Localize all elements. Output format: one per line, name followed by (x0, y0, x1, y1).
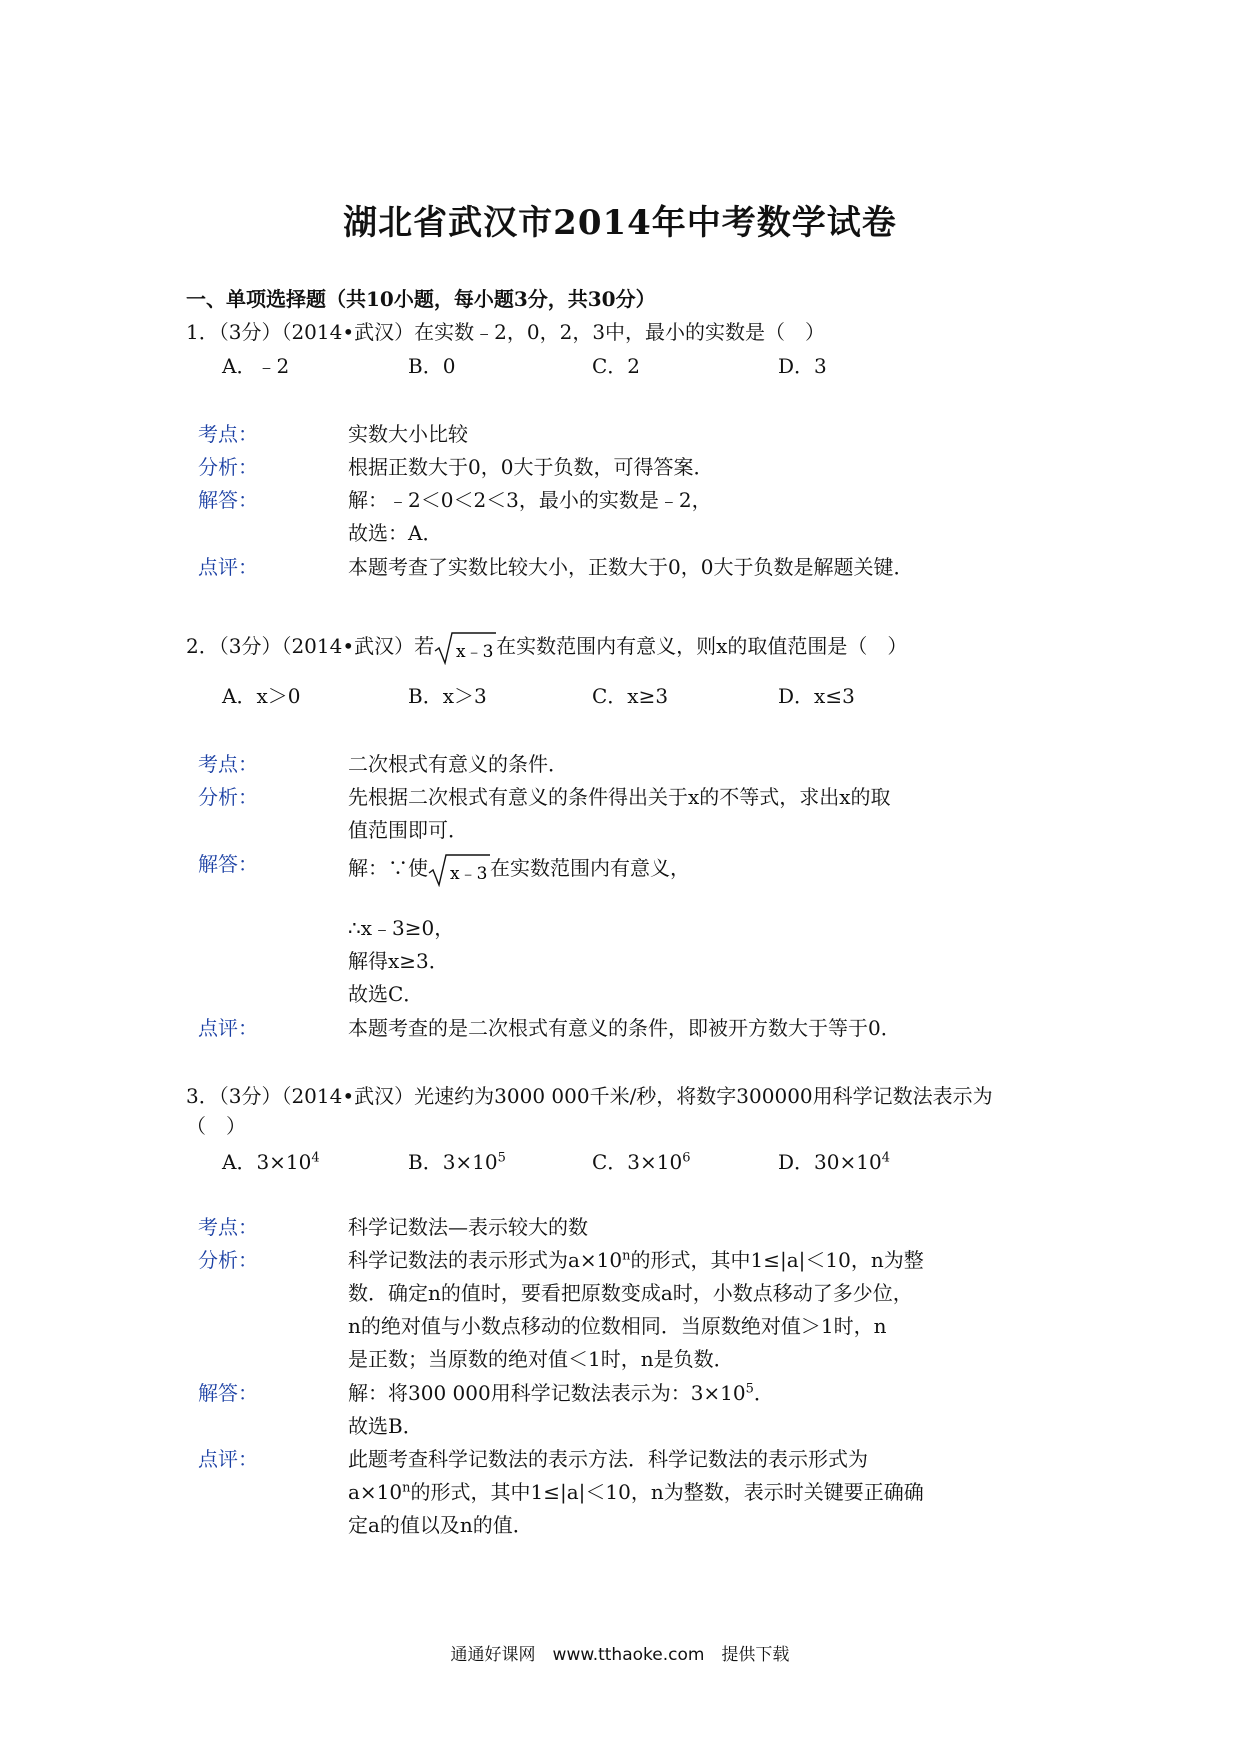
q2-jieda-line-3: 解得x≥3． (348, 949, 449, 973)
q3-fenxi-line-1-pre: 科学记数法的表示形式为a×10 (348, 1248, 623, 1272)
q3-option-d (778, 1146, 890, 1175)
q2-fenxi-line-2: 值范围即可． (348, 818, 468, 842)
q2-jieda-label: 解答： (198, 852, 258, 876)
q3-fenxi-line-1 (348, 1244, 924, 1273)
q3-kaodian: 科学记数法—表示较大的数 (348, 1215, 588, 1239)
q2-fenxi-line-1: 先根据二次根式有意义的条件得出关于x的不等式，求出x的取 (348, 785, 891, 809)
q3-dianping-line-2-post: 的形式，其中1≤|a|＜10，n为整数，表示时关键要正确确 (410, 1480, 924, 1504)
q3-fenxi-line-2: 数．确定n的值时，要看把原数变成a时，小数点移动了多少位， (348, 1281, 913, 1305)
q3-fenxi-line-3: n的绝对值与小数点移动的位数相同．当原数绝对值＞1时，n (348, 1314, 887, 1338)
q3-kaodian-label: 考点： (198, 1215, 258, 1239)
q3-dianping-line-2-exp: n (402, 1480, 411, 1496)
q3-dianping-line-2 (348, 1476, 924, 1505)
q3-jieda-line-1-pre: 解：将300 000用科学记数法表示为：3×10 (348, 1381, 746, 1405)
q3-fenxi-label: 分析： (198, 1248, 258, 1272)
q2-jieda-sqrt-expression (428, 853, 490, 887)
q3-jieda-line-1 (348, 1377, 774, 1406)
q1-kaodian: 实数大小比较 (348, 422, 468, 446)
q1-jieda-label: 解答： (198, 488, 258, 512)
q1-option-c: C．2 (592, 354, 641, 378)
q2-fenxi-label: 分析： (198, 785, 258, 809)
q1-fenxi-label: 分析： (198, 455, 258, 479)
q3-dianping-line-1: 此题考查科学记数法的表示方法．科学记数法的表示形式为 (348, 1447, 868, 1471)
q2-radicand: x﹣3 (456, 641, 494, 662)
q2-option-b: B．x＞3 (408, 684, 487, 708)
q2-kaodian: 二次根式有意义的条件． (348, 752, 568, 776)
q1-stem: 1．（3分）（2014•武汉）在实数﹣2，0，2，3中，最小的实数是（ ） (186, 320, 826, 344)
q2-dianping: 本题考查的是二次根式有意义的条件，即被开方数大于等于0． (348, 1016, 901, 1040)
q3-option-c (592, 1146, 691, 1175)
q3-jieda-line-2: 故选B． (348, 1414, 423, 1438)
q3-dianping-label: 点评： (198, 1447, 258, 1471)
q3-option-b-exp: 5 (497, 1150, 506, 1166)
q3-dianping-line-3: 定a的值以及n的值． (348, 1513, 533, 1537)
q3-option-a (222, 1146, 320, 1175)
q3-fenxi-line-1-post: 的形式，其中1≤|a|＜10，n为整 (630, 1248, 924, 1272)
q2-stem (186, 630, 907, 665)
q2-kaodian-label: 考点： (198, 752, 258, 776)
q2-jieda-line-1 (348, 852, 690, 887)
q3-option-b (408, 1146, 506, 1175)
q3-stem-line-1: 3．（3分）（2014•武汉）光速约为3000 000千米/秒，将数字300000用科学记数法表示为 (186, 1084, 993, 1108)
q3-option-b-base: B．3×10 (408, 1150, 498, 1174)
page-footer: 通通好课网 www.tthaoke.com 提供下载 (450, 1645, 790, 1665)
q3-jieda-label: 解答： (198, 1381, 258, 1405)
q2-jieda-radicand: x﹣3 (450, 863, 488, 884)
q1-option-b: B．0 (408, 354, 456, 378)
q1-jieda-line-2: 故选：A． (348, 521, 443, 545)
q1-option-a: A．﹣2 (222, 354, 290, 378)
q3-stem-line-2: （ ） (186, 1114, 246, 1138)
page-title: 湖北省武汉市2014年中考数学试卷 (343, 203, 897, 243)
q3-jieda-line-1-post: ． (753, 1381, 774, 1405)
q3-option-d-exp: 4 (881, 1150, 890, 1166)
q2-jieda-line-2: ∴x﹣3≥0， (348, 916, 455, 940)
q2-option-a: A．x＞0 (222, 684, 301, 708)
q1-kaodian-label: 考点： (198, 422, 258, 446)
q1-dianping: 本题考查了实数比较大小，正数大于0，0大于负数是解题关键． (348, 555, 914, 579)
q1-fenxi: 根据正数大于0，0大于负数，可得答案． (348, 455, 714, 479)
section-heading: 一、单项选择题（共10小题，每小题3分，共30分） (186, 287, 656, 311)
q2-sqrt-expression (434, 631, 496, 665)
q3-option-c-base: C．3×10 (592, 1150, 683, 1174)
q1-dianping-label: 点评： (198, 555, 258, 579)
q3-option-d-base: D．30×10 (778, 1150, 882, 1174)
q2-option-c: C．x≥3 (592, 684, 669, 708)
q1-option-d: D．3 (778, 354, 827, 378)
q3-dianping-line-2-pre: a×10 (348, 1480, 403, 1504)
q3-option-a-exp: 4 (311, 1150, 320, 1166)
q2-jieda-suffix: 在实数范围内有意义， (490, 856, 690, 880)
q3-jieda-line-1-exp: 5 (745, 1381, 754, 1397)
q2-option-d: D．x≤3 (778, 684, 855, 708)
q1-jieda-line-1: 解：﹣2＜0＜2＜3，最小的实数是﹣2， (348, 488, 712, 512)
q3-fenxi-line-4: 是正数；当原数的绝对值＜1时，n是负数． (348, 1347, 734, 1371)
q3-option-a-base: A．3×10 (222, 1150, 312, 1174)
q2-jieda-line-4: 故选C． (348, 982, 424, 1006)
q2-stem-prefix: 2．（3分）（2014•武汉）若 (186, 634, 435, 658)
q2-dianping-label: 点评： (198, 1016, 258, 1040)
q3-option-c-exp: 6 (682, 1150, 691, 1166)
q2-jieda-prefix: 解：∵使 (348, 856, 428, 880)
q3-fenxi-line-1-exp: n (622, 1248, 631, 1264)
q2-stem-suffix: 在实数范围内有意义，则x的取值范围是（ ） (496, 634, 908, 658)
